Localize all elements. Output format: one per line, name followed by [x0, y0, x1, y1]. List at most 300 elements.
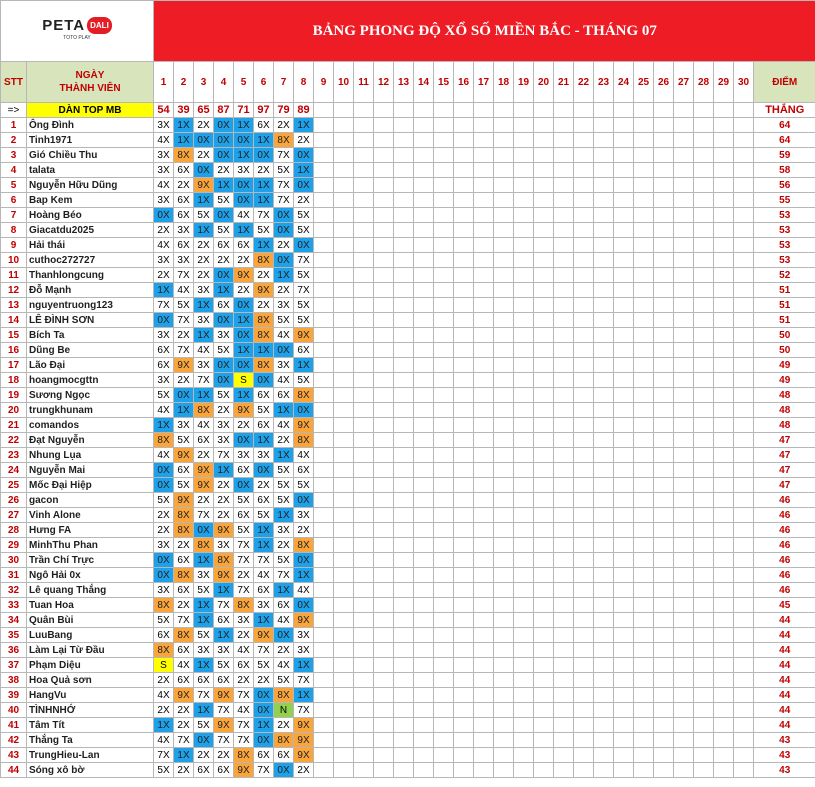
empty-cell[interactable] [714, 373, 734, 388]
day-cell-1[interactable]: 3X [154, 583, 174, 598]
day-cell-2[interactable]: 2X [174, 703, 194, 718]
member-score[interactable]: 52 [754, 268, 815, 283]
empty-cell[interactable] [674, 478, 694, 493]
empty-cell[interactable] [414, 673, 434, 688]
empty-cell[interactable] [554, 298, 574, 313]
empty-cell[interactable] [654, 178, 674, 193]
day-cell-4[interactable]: 1X [214, 628, 234, 643]
empty-cell[interactable] [734, 328, 754, 343]
empty-cell[interactable] [394, 283, 414, 298]
empty-cell[interactable] [494, 103, 514, 118]
empty-cell[interactable] [574, 133, 594, 148]
day-cell-2[interactable]: 7X [174, 313, 194, 328]
empty-cell[interactable] [614, 523, 634, 538]
empty-cell[interactable] [714, 238, 734, 253]
row-number[interactable]: 26 [1, 493, 27, 508]
empty-cell[interactable] [474, 223, 494, 238]
day-cell-4[interactable]: 8X [214, 553, 234, 568]
row-number[interactable]: 42 [1, 733, 27, 748]
empty-cell[interactable] [714, 613, 734, 628]
day-header-7[interactable]: 7 [274, 62, 294, 103]
day-cell-5[interactable]: 5X [234, 523, 254, 538]
empty-cell[interactable] [534, 673, 554, 688]
day-cell-6[interactable]: 9X [254, 283, 274, 298]
empty-cell[interactable] [534, 628, 554, 643]
member-score[interactable]: 64 [754, 118, 815, 133]
day-cell-1[interactable]: 7X [154, 298, 174, 313]
empty-cell[interactable] [654, 193, 674, 208]
day-cell-4[interactable]: 2X [214, 478, 234, 493]
row-number[interactable]: 44 [1, 763, 27, 778]
empty-cell[interactable] [654, 598, 674, 613]
empty-cell[interactable] [594, 208, 614, 223]
day-cell-6[interactable]: 6X [254, 493, 274, 508]
day-cell-2[interactable]: 9X [174, 688, 194, 703]
empty-cell[interactable] [734, 373, 754, 388]
day-cell-4[interactable]: 5X [214, 658, 234, 673]
day-cell-5[interactable]: 2X [234, 283, 254, 298]
day-cell-7[interactable]: 6X [274, 388, 294, 403]
empty-cell[interactable] [374, 658, 394, 673]
empty-cell[interactable] [334, 478, 354, 493]
empty-cell[interactable] [414, 298, 434, 313]
day-cell-5[interactable]: 0X [234, 133, 254, 148]
empty-cell[interactable] [454, 613, 474, 628]
member-score[interactable]: 64 [754, 133, 815, 148]
day-cell-7[interactable]: 8X [274, 733, 294, 748]
empty-cell[interactable] [414, 223, 434, 238]
day-cell-6[interactable]: 1X [254, 538, 274, 553]
empty-cell[interactable] [474, 763, 494, 778]
day-cell-5[interactable]: 7X [234, 583, 254, 598]
empty-cell[interactable] [674, 163, 694, 178]
day-cell-3[interactable]: 0X [194, 523, 214, 538]
day-cell-1[interactable]: 0X [154, 568, 174, 583]
day-cell-3[interactable]: 8X [194, 403, 214, 418]
row-number[interactable]: 9 [1, 238, 27, 253]
empty-cell[interactable] [354, 313, 374, 328]
empty-cell[interactable] [634, 658, 654, 673]
day-cell-6[interactable]: 1X [254, 613, 274, 628]
empty-cell[interactable] [394, 298, 414, 313]
day-cell-1[interactable]: 7X [154, 748, 174, 763]
empty-cell[interactable] [654, 568, 674, 583]
empty-cell[interactable] [734, 388, 754, 403]
empty-cell[interactable] [594, 373, 614, 388]
day-cell-8[interactable]: 1X [294, 358, 314, 373]
day-header-3[interactable]: 3 [194, 62, 214, 103]
day-cell-7[interactable]: 0X [274, 253, 294, 268]
empty-cell[interactable] [474, 358, 494, 373]
empty-cell[interactable] [314, 463, 334, 478]
empty-cell[interactable] [714, 568, 734, 583]
empty-cell[interactable] [634, 328, 654, 343]
empty-cell[interactable] [634, 268, 654, 283]
empty-cell[interactable] [474, 658, 494, 673]
empty-cell[interactable] [394, 673, 414, 688]
empty-cell[interactable] [474, 613, 494, 628]
empty-cell[interactable] [414, 373, 434, 388]
empty-cell[interactable] [654, 373, 674, 388]
empty-cell[interactable] [594, 643, 614, 658]
empty-cell[interactable] [494, 493, 514, 508]
empty-cell[interactable] [334, 238, 354, 253]
empty-cell[interactable] [434, 118, 454, 133]
empty-cell[interactable] [354, 148, 374, 163]
empty-cell[interactable] [654, 523, 674, 538]
empty-cell[interactable] [374, 298, 394, 313]
empty-cell[interactable] [654, 133, 674, 148]
empty-cell[interactable] [654, 208, 674, 223]
empty-cell[interactable] [494, 253, 514, 268]
day-cell-8[interactable]: 5X [294, 223, 314, 238]
empty-cell[interactable] [694, 658, 714, 673]
empty-cell[interactable] [414, 628, 434, 643]
empty-cell[interactable] [614, 748, 634, 763]
member-name[interactable]: Hoa Quả sơn [27, 673, 154, 688]
empty-cell[interactable] [534, 448, 554, 463]
empty-cell[interactable] [454, 418, 474, 433]
empty-cell[interactable] [614, 448, 634, 463]
day-cell-7[interactable]: 4X [274, 328, 294, 343]
empty-cell[interactable] [654, 418, 674, 433]
empty-cell[interactable] [474, 673, 494, 688]
empty-cell[interactable] [574, 118, 594, 133]
empty-cell[interactable] [494, 688, 514, 703]
day-cell-6[interactable]: 1X [254, 433, 274, 448]
empty-cell[interactable] [634, 703, 654, 718]
empty-cell[interactable] [734, 103, 754, 118]
empty-cell[interactable] [714, 448, 734, 463]
empty-cell[interactable] [574, 568, 594, 583]
empty-cell[interactable] [514, 208, 534, 223]
empty-cell[interactable] [474, 448, 494, 463]
day-cell-6[interactable]: 5X [254, 508, 274, 523]
empty-cell[interactable] [554, 118, 574, 133]
empty-cell[interactable] [474, 208, 494, 223]
empty-cell[interactable] [654, 463, 674, 478]
empty-cell[interactable] [434, 268, 454, 283]
empty-cell[interactable] [434, 193, 454, 208]
empty-cell[interactable] [494, 133, 514, 148]
empty-cell[interactable] [334, 673, 354, 688]
empty-cell[interactable] [354, 298, 374, 313]
empty-cell[interactable] [594, 298, 614, 313]
day-cell-5[interactable]: 2X [234, 418, 254, 433]
empty-cell[interactable] [314, 598, 334, 613]
day-cell-7[interactable]: 0X [274, 208, 294, 223]
empty-cell[interactable] [614, 253, 634, 268]
empty-cell[interactable] [554, 328, 574, 343]
empty-cell[interactable] [674, 583, 694, 598]
day-cell-6[interactable]: 5X [254, 403, 274, 418]
empty-cell[interactable] [494, 598, 514, 613]
empty-cell[interactable] [434, 418, 454, 433]
day-header-29[interactable]: 29 [714, 62, 734, 103]
day-cell-8[interactable]: 0X [294, 598, 314, 613]
empty-cell[interactable] [694, 493, 714, 508]
empty-cell[interactable] [734, 418, 754, 433]
empty-cell[interactable] [614, 403, 634, 418]
day-cell-3[interactable]: 1X [194, 193, 214, 208]
day-cell-1[interactable]: 8X [154, 598, 174, 613]
empty-cell[interactable] [454, 268, 474, 283]
empty-cell[interactable] [554, 673, 574, 688]
empty-cell[interactable] [354, 643, 374, 658]
day-cell-2[interactable]: 8X [174, 628, 194, 643]
row-number[interactable]: 2 [1, 133, 27, 148]
empty-cell[interactable] [654, 358, 674, 373]
day-cell-5[interactable]: 4X [234, 703, 254, 718]
day-cell-6[interactable]: 6X [254, 118, 274, 133]
empty-cell[interactable] [734, 133, 754, 148]
day-cell-4[interactable]: 6X [214, 238, 234, 253]
empty-cell[interactable] [634, 403, 654, 418]
day-cell-4[interactable]: 9X [214, 718, 234, 733]
empty-cell[interactable] [594, 523, 614, 538]
day-cell-3[interactable]: 9X [194, 463, 214, 478]
day-cell-1[interactable]: 2X [154, 523, 174, 538]
empty-cell[interactable] [514, 118, 534, 133]
empty-cell[interactable] [454, 493, 474, 508]
empty-cell[interactable] [674, 688, 694, 703]
empty-cell[interactable] [354, 733, 374, 748]
empty-cell[interactable] [454, 193, 474, 208]
empty-cell[interactable] [654, 328, 674, 343]
empty-cell[interactable] [514, 673, 534, 688]
member-score[interactable]: 46 [754, 553, 815, 568]
row-number[interactable]: 17 [1, 358, 27, 373]
empty-cell[interactable] [334, 373, 354, 388]
day-cell-2[interactable]: 6X [174, 643, 194, 658]
day-cell-4[interactable]: 5X [214, 388, 234, 403]
empty-cell[interactable] [334, 433, 354, 448]
day-cell-6[interactable]: 3X [254, 598, 274, 613]
day-cell-1[interactable]: 4X [154, 403, 174, 418]
row-number[interactable]: 7 [1, 208, 27, 223]
day-cell-1[interactable]: 1X [154, 418, 174, 433]
empty-cell[interactable] [534, 583, 554, 598]
day-cell-6[interactable]: 1X [254, 193, 274, 208]
empty-cell[interactable] [594, 328, 614, 343]
empty-cell[interactable] [454, 433, 474, 448]
empty-cell[interactable] [494, 193, 514, 208]
empty-cell[interactable] [374, 163, 394, 178]
member-name[interactable]: talata [27, 163, 154, 178]
day-cell-2[interactable]: 6X [174, 238, 194, 253]
empty-cell[interactable] [574, 418, 594, 433]
day-cell-1[interactable]: 0X [154, 553, 174, 568]
day-header-23[interactable]: 23 [594, 62, 614, 103]
day-cell-2[interactable]: 9X [174, 493, 194, 508]
empty-cell[interactable] [514, 283, 534, 298]
empty-cell[interactable] [314, 733, 334, 748]
empty-cell[interactable] [694, 553, 714, 568]
empty-cell[interactable] [654, 478, 674, 493]
day-cell-4[interactable]: 2X [214, 508, 234, 523]
empty-cell[interactable] [434, 253, 454, 268]
member-score[interactable]: 46 [754, 568, 815, 583]
day-cell-3[interactable]: 1X [194, 658, 214, 673]
day-cell-4[interactable]: 1X [214, 283, 234, 298]
empty-cell[interactable] [514, 403, 534, 418]
empty-cell[interactable] [654, 613, 674, 628]
empty-cell[interactable] [714, 163, 734, 178]
member-name[interactable]: Thắng Ta [27, 733, 154, 748]
empty-cell[interactable] [554, 448, 574, 463]
empty-cell[interactable] [314, 478, 334, 493]
empty-cell[interactable] [534, 283, 554, 298]
empty-cell[interactable] [654, 253, 674, 268]
empty-cell[interactable] [634, 688, 654, 703]
empty-cell[interactable] [494, 718, 514, 733]
day-cell-3[interactable]: 3X [194, 313, 214, 328]
empty-cell[interactable] [494, 148, 514, 163]
member-score[interactable]: 56 [754, 178, 815, 193]
empty-cell[interactable] [574, 208, 594, 223]
empty-cell[interactable] [394, 463, 414, 478]
row-number[interactable]: 34 [1, 613, 27, 628]
empty-cell[interactable] [374, 523, 394, 538]
empty-cell[interactable] [394, 148, 414, 163]
day-cell-6[interactable]: 1X [254, 238, 274, 253]
empty-cell[interactable] [594, 763, 614, 778]
empty-cell[interactable] [614, 223, 634, 238]
empty-cell[interactable] [574, 493, 594, 508]
empty-cell[interactable] [734, 433, 754, 448]
empty-cell[interactable] [414, 613, 434, 628]
day-cell-8[interactable]: 7X [294, 703, 314, 718]
day-cell-1[interactable]: 5X [154, 388, 174, 403]
empty-cell[interactable] [574, 403, 594, 418]
empty-cell[interactable] [714, 433, 734, 448]
empty-cell[interactable] [634, 223, 654, 238]
empty-cell[interactable] [334, 313, 354, 328]
empty-cell[interactable] [314, 643, 334, 658]
empty-cell[interactable] [594, 283, 614, 298]
day-cell-2[interactable]: 2X [174, 598, 194, 613]
empty-cell[interactable] [514, 748, 534, 763]
empty-cell[interactable] [734, 478, 754, 493]
day-cell-6[interactable]: 7X [254, 553, 274, 568]
empty-cell[interactable] [314, 433, 334, 448]
empty-cell[interactable] [674, 523, 694, 538]
day-cell-1[interactable]: 3X [154, 118, 174, 133]
day-cell-1[interactable]: 2X [154, 508, 174, 523]
day-cell-2[interactable]: 6X [174, 553, 194, 568]
empty-cell[interactable] [454, 373, 474, 388]
empty-cell[interactable] [314, 298, 334, 313]
day-cell-3[interactable]: 1X [194, 328, 214, 343]
empty-cell[interactable] [354, 478, 374, 493]
day-cell-6[interactable]: 6X [254, 418, 274, 433]
empty-cell[interactable] [674, 463, 694, 478]
empty-cell[interactable] [514, 493, 534, 508]
empty-cell[interactable] [514, 418, 534, 433]
empty-cell[interactable] [494, 463, 514, 478]
empty-cell[interactable] [654, 343, 674, 358]
day-cell-1[interactable]: 6X [154, 343, 174, 358]
empty-cell[interactable] [734, 238, 754, 253]
empty-cell[interactable] [514, 343, 534, 358]
empty-cell[interactable] [454, 328, 474, 343]
member-score[interactable]: 50 [754, 343, 815, 358]
empty-cell[interactable] [334, 748, 354, 763]
day-cell-2[interactable]: 3X [174, 418, 194, 433]
day-header-14[interactable]: 14 [414, 62, 434, 103]
member-score[interactable]: 44 [754, 703, 815, 718]
day-cell-2[interactable]: 3X [174, 223, 194, 238]
empty-cell[interactable] [374, 223, 394, 238]
empty-cell[interactable] [614, 163, 634, 178]
member-name[interactable]: Tinh1971 [27, 133, 154, 148]
day-cell-8[interactable]: 1X [294, 163, 314, 178]
empty-cell[interactable] [494, 583, 514, 598]
empty-cell[interactable] [614, 658, 634, 673]
member-score[interactable]: 47 [754, 478, 815, 493]
day-cell-6[interactable]: 0X [254, 688, 274, 703]
empty-cell[interactable] [654, 283, 674, 298]
day-cell-4[interactable]: 0X [214, 268, 234, 283]
day-cell-5[interactable]: 0X [234, 358, 254, 373]
empty-cell[interactable] [374, 703, 394, 718]
empty-cell[interactable] [734, 733, 754, 748]
empty-cell[interactable] [554, 403, 574, 418]
empty-cell[interactable] [574, 553, 594, 568]
day-cell-7[interactable]: 2X [274, 643, 294, 658]
empty-cell[interactable] [734, 493, 754, 508]
empty-cell[interactable] [654, 718, 674, 733]
day-header-8[interactable]: 8 [294, 62, 314, 103]
row-number[interactable]: 13 [1, 298, 27, 313]
empty-cell[interactable] [394, 703, 414, 718]
empty-cell[interactable] [314, 373, 334, 388]
empty-cell[interactable] [494, 283, 514, 298]
empty-cell[interactable] [634, 343, 654, 358]
empty-cell[interactable] [514, 553, 534, 568]
empty-cell[interactable] [454, 508, 474, 523]
empty-cell[interactable] [394, 238, 414, 253]
day-cell-6[interactable]: 4X [254, 568, 274, 583]
day-cell-2[interactable]: 8X [174, 508, 194, 523]
day-cell-8[interactable]: 5X [294, 208, 314, 223]
member-score[interactable]: 48 [754, 388, 815, 403]
empty-cell[interactable] [374, 508, 394, 523]
day-cell-7[interactable]: 6X [274, 598, 294, 613]
empty-cell[interactable] [514, 433, 534, 448]
empty-cell[interactable] [714, 763, 734, 778]
empty-cell[interactable] [714, 133, 734, 148]
empty-cell[interactable] [554, 553, 574, 568]
member-score[interactable]: 44 [754, 673, 815, 688]
empty-cell[interactable] [694, 193, 714, 208]
empty-cell[interactable] [534, 148, 554, 163]
empty-cell[interactable] [734, 673, 754, 688]
day-header-15[interactable]: 15 [434, 62, 454, 103]
empty-cell[interactable] [474, 238, 494, 253]
member-name[interactable]: Tuan Hoa [27, 598, 154, 613]
day-cell-7[interactable]: 1X [274, 508, 294, 523]
day-cell-6[interactable]: 5X [254, 223, 274, 238]
empty-cell[interactable] [694, 478, 714, 493]
member-name[interactable]: comandos [27, 418, 154, 433]
day-cell-4[interactable]: 3X [214, 418, 234, 433]
empty-cell[interactable] [434, 448, 454, 463]
empty-cell[interactable] [674, 118, 694, 133]
day-cell-2[interactable]: 1X [174, 133, 194, 148]
day-cell-3[interactable]: 1X [194, 388, 214, 403]
empty-cell[interactable] [374, 733, 394, 748]
